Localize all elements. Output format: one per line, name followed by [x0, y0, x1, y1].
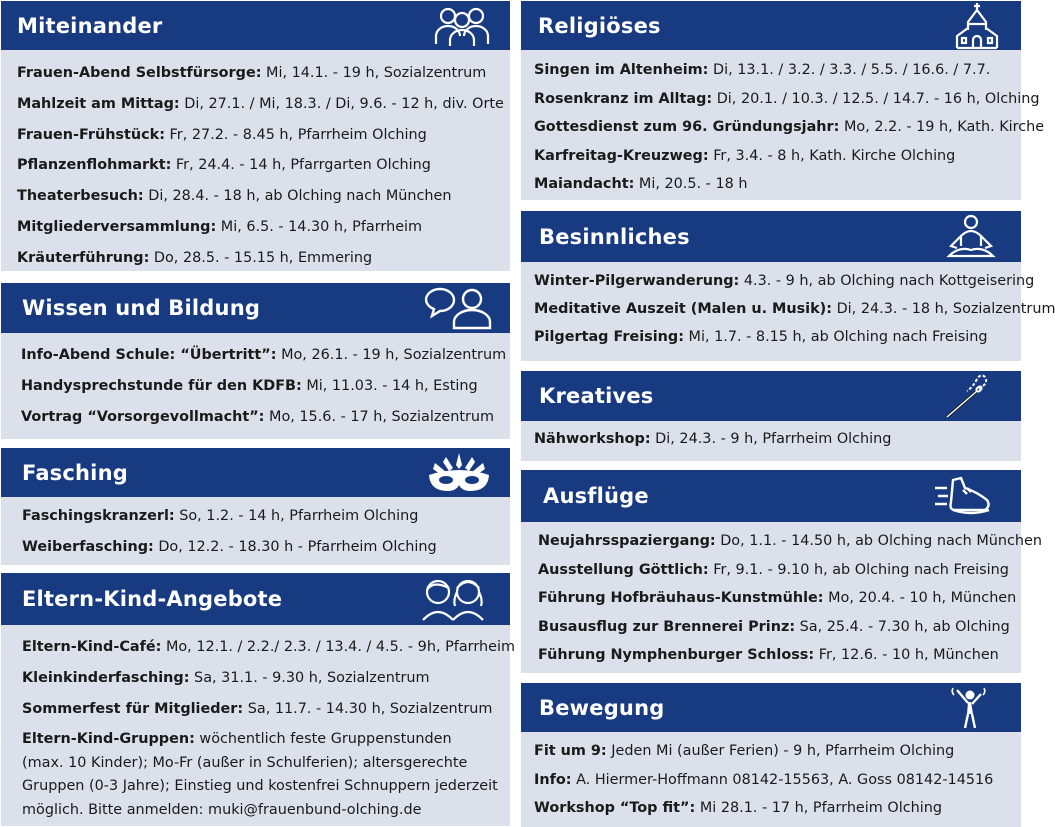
section-wissen-und-bildung [1, 283, 510, 439]
section-body [1, 625, 515, 826]
list-item [22, 532, 510, 563]
event-name: Nähworkshop: [534, 431, 651, 447]
event-name: Handysprechstunde für den KDFB: [21, 378, 302, 394]
event-name: Kleinkinderfasching: [22, 670, 190, 686]
event-details: So, 1.2. - 14 h, Pfarrheim Olching [174, 508, 419, 524]
list-item [534, 295, 1055, 323]
event-name: Weiberfasching: [22, 539, 154, 555]
section-ausfluege [521, 470, 1043, 673]
section-header [1, 283, 510, 333]
event-name: Frauen-Frühstück: [17, 126, 165, 143]
section-kreatives [521, 371, 1021, 461]
list-item [534, 323, 1021, 351]
event-details: Jeden Mi (außer Ferien) - 9 h, Pfarrheim Olching [606, 743, 955, 759]
event-details: Mi, 11.03. - 14 h, Esting [301, 378, 478, 394]
section-title: Besinnliches [539, 224, 690, 249]
section-bewegung [521, 683, 1021, 827]
group-people-icon [428, 4, 496, 48]
running-shoe-icon [933, 474, 993, 518]
event-name: Frauen-Abend Selbstfürsorge: [17, 65, 262, 81]
event-details: Mi, 6.5. - 14.30 h, Pfarrheim [216, 218, 423, 235]
list-item [534, 794, 1021, 823]
event-name: Info-Abend Schule: “Übertritt”: [21, 347, 277, 363]
section-body [521, 262, 1055, 361]
event-name: Singen im Altenheim: [534, 62, 709, 78]
event-details: Mo, 12.1. / 2.2./ 2.3. / 13.4. / 4.5. - 9h, Pfarrheim [161, 639, 515, 655]
event-name: Karfreitag-Kreuzweg: [534, 147, 709, 164]
event-name: Busausflug zur Brennerei Prinz: [538, 618, 796, 635]
section-title: Eltern-Kind-Angebote [22, 587, 283, 611]
section-title: Fasching [22, 460, 128, 485]
list-item [538, 641, 1021, 670]
church-icon [955, 2, 999, 50]
event-details: Do, 1.1. - 14.50 h, ab Olching nach München [715, 533, 1043, 549]
list-item [22, 728, 510, 822]
event-details: Di, 20.1. / 10.3. / 12.5. / 14.7. - 16 h, Olching [712, 90, 1040, 107]
section-header [1, 448, 510, 497]
event-details: Fr, 9.1. - 9.10 h, ab Olching nach Freising [708, 561, 1009, 578]
list-item [534, 737, 1021, 766]
event-name: Rosenkranz im Alltag: [534, 90, 713, 107]
event-name: Eltern-Kind-Café: [22, 639, 162, 655]
list-item [534, 267, 1035, 295]
list-item [538, 527, 1043, 556]
section-eltern-kind-angebote [1, 573, 515, 826]
event-name: Pflanzenflohmarkt: [17, 157, 172, 174]
list-item [17, 181, 510, 212]
list-item [21, 402, 510, 433]
section-header [521, 683, 1021, 732]
list-item [22, 663, 510, 694]
speech-bubble-person-icon [422, 286, 492, 330]
event-details: Fr, 12.6. - 10 h, München [814, 647, 999, 664]
group-info-line: möglich. Bitte anmelden: muki@frauenbund-olching.de [22, 801, 422, 818]
event-details: Sa, 11.7. - 14.30 h, Sozialzentrum [243, 701, 493, 717]
section-religioeses [521, 1, 1045, 200]
event-details: Fr, 24.4. - 14 h, Pfarrgarten Olching [171, 157, 431, 174]
event-name: Meditative Auszeit (Malen u. Musik): [534, 301, 833, 317]
event-name: Führung Hofbräuhaus-Kunstmühle: [538, 590, 824, 607]
event-details: Di, 24.3. - 9 h, Pfarrheim Olching [650, 431, 892, 447]
event-details: Di, 27.1. / Mi, 18.3. / Di, 9.6. - 12 h, div. Orte [179, 95, 504, 112]
section-title: Bewegung [539, 695, 665, 720]
list-item [21, 340, 510, 371]
list-item [534, 56, 1021, 85]
event-details: Sa, 31.1. - 9.30 h, Sozialzentrum [189, 670, 430, 686]
event-details: Sa, 25.4. - 7.30 h, ab Olching [795, 618, 1010, 635]
list-item [17, 150, 510, 181]
section-header [521, 1, 1021, 50]
section-body [1, 497, 510, 565]
list-item [534, 427, 1021, 451]
event-name: Sommerfest für Mitglieder: [22, 701, 244, 717]
list-item [538, 584, 1021, 613]
event-name: Vortrag “Vorsorgevollmacht”: [21, 409, 265, 425]
section-body [521, 732, 1021, 827]
event-details: Di, 13.1. / 3.2. / 3.3. / 5.5. / 16.6. / 7.7. [708, 62, 991, 78]
section-body [1, 333, 510, 439]
event-details: 4.3. - 9 h, ab Olching nach Kottgeisering [739, 273, 1035, 289]
section-body [521, 50, 1045, 200]
event-name: Neujahrsspaziergang: [538, 533, 716, 549]
list-item [534, 142, 1021, 171]
meditation-icon [947, 214, 995, 260]
list-item [22, 501, 510, 532]
list-item [17, 120, 510, 151]
group-info-line: (max. 10 Kinder); Mo-Fr (außer in Schulferien); altersgerechte [22, 754, 468, 771]
event-details: Fr, 3.4. - 8 h, Kath. Kirche Olching [708, 147, 956, 164]
event-details: Fr, 27.2. - 8.45 h, Pfarrheim Olching [164, 126, 427, 143]
event-details: Mo, 15.6. - 17 h, Sozialzentrum [264, 409, 495, 425]
section-body [521, 421, 1021, 461]
section-header [1, 1, 510, 50]
event-details: Mo, 20.4. - 10 h, München [823, 590, 1017, 607]
section-header [521, 371, 1021, 421]
children-icon [418, 576, 488, 622]
event-name: Mahlzeit am Mittag: [17, 95, 180, 112]
event-details: Mo, 2.2. - 19 h, Kath. Kirche [839, 119, 1045, 136]
section-header [521, 211, 1021, 262]
list-item [21, 371, 510, 402]
event-details: A. Hiermer-Hoffmann 08142-15563, A. Goss 08142-14516 [571, 771, 994, 788]
sewing-needle-icon [943, 373, 993, 419]
event-name: Kräuterführung: [17, 249, 150, 266]
list-item [17, 243, 510, 274]
list-item [534, 766, 1021, 795]
group-info-line: Gruppen (0-3 Jahre); Einstieg und kostenfrei Schnuppern jederzeit [22, 778, 498, 794]
section-title: Ausflüge [543, 484, 649, 508]
section-header [1, 573, 510, 625]
event-name: Gottesdienst zum 96. Gründungsjahr: [534, 119, 840, 136]
section-title: Religiöses [538, 13, 661, 38]
event-name: Faschingskranzerl: [22, 508, 175, 524]
event-name: Mitgliederversammlung: [17, 218, 217, 235]
event-details: Di, 28.4. - 18 h, ab Olching nach München [143, 188, 452, 205]
section-title: Miteinander [17, 13, 163, 38]
list-item [17, 212, 510, 243]
section-body [1, 50, 510, 271]
event-name: Pilgertag Freising: [534, 329, 684, 345]
exercise-person-icon [951, 686, 987, 730]
event-details: wöchentlich feste Gruppenstunden [194, 731, 452, 747]
event-details: Mi 28.1. - 17 h, Pfarrheim Olching [695, 800, 942, 817]
section-body [521, 522, 1043, 673]
carnival-mask-icon [426, 451, 492, 495]
event-details: Do, 12.2. - 18.30 h - Pfarrheim Olching [153, 539, 437, 555]
list-item [538, 556, 1021, 585]
event-name: Info: [534, 771, 572, 788]
section-miteinander [1, 1, 510, 271]
event-details: Di, 24.3. - 18 h, Sozialzentrum [832, 301, 1055, 317]
event-details: Mi, 14.1. - 19 h, Sozialzentrum [261, 65, 487, 81]
list-item [534, 85, 1040, 114]
list-item [534, 113, 1045, 142]
group-info-line [22, 728, 510, 752]
list-item [22, 632, 515, 663]
list-item [538, 613, 1021, 642]
event-details: Mi, 20.5. - 18 h [634, 176, 748, 193]
list-item [17, 89, 510, 120]
event-name: Führung Nymphenburger Schloss: [538, 647, 815, 664]
section-besinnliches [521, 211, 1055, 361]
event-name: Workshop “Top fit”: [534, 800, 696, 817]
list-item [534, 170, 1021, 199]
section-title: Wissen und Bildung [22, 296, 261, 320]
list-item [22, 694, 510, 725]
section-header [521, 470, 1021, 522]
event-name: Winter-Pilgerwanderung: [534, 273, 740, 289]
list-item [17, 58, 510, 89]
event-name: Fit um 9: [534, 743, 607, 759]
section-title: Kreatives [539, 384, 654, 408]
event-name: Theaterbesuch: [17, 188, 144, 205]
event-details: Mo, 26.1. - 19 h, Sozialzentrum [276, 347, 507, 363]
event-details: Mi, 1.7. - 8.15 h, ab Olching nach Freising [683, 329, 988, 345]
event-details: Do, 28.5. - 15.15 h, Emmering [149, 249, 373, 266]
event-name: Eltern-Kind-Gruppen: [22, 731, 195, 747]
event-name: Ausstellung Göttlich: [538, 561, 709, 578]
section-fasching [1, 448, 510, 565]
event-name: Maiandacht: [534, 176, 635, 193]
